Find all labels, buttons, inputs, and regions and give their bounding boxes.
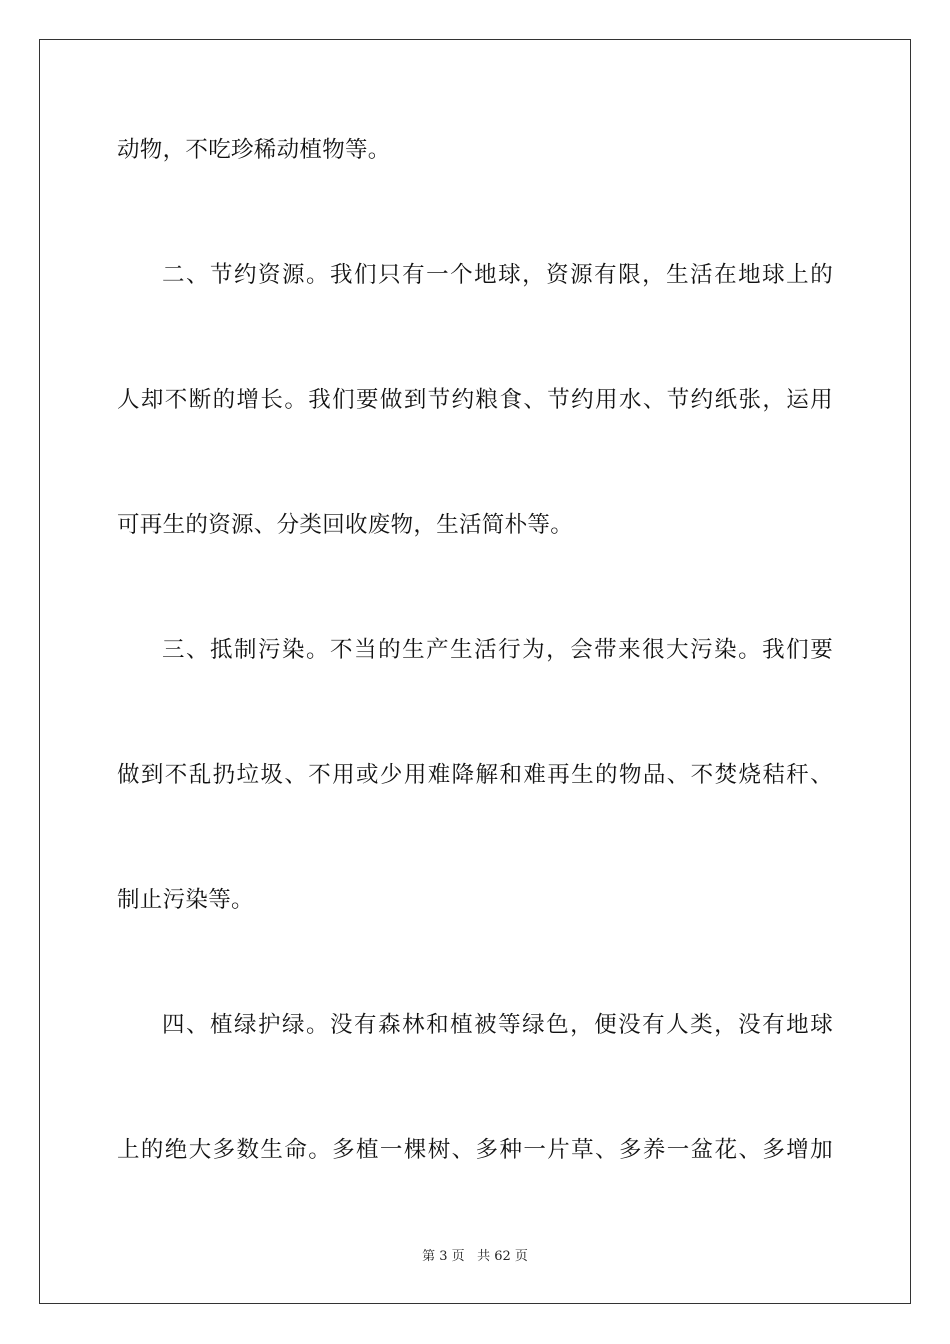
paragraph-line: 二、节约资源。我们只有一个地球，资源有限，生活在地球上的 — [162, 262, 833, 288]
paragraph-line: 上的绝大多数生命。多植一棵树、多种一片草、多养一盆花、多增加 — [117, 1137, 833, 1163]
paragraph-line: 四、植绿护绿。没有森林和植被等绿色，便没有人类，没有地球 — [162, 1012, 833, 1038]
paragraph-line: 动物，不吃珍稀动植物等。 — [117, 137, 391, 163]
page-total: 共 62 页 — [477, 1249, 528, 1264]
paragraph-line: 可再生的资源、分类回收废物，生活简朴等。 — [117, 512, 574, 538]
paragraph-line: 人却不断的增长。我们要做到节约粮食、节约用水、节约纸张，运用 — [117, 387, 833, 413]
paragraph-line: 制止污染等。 — [117, 887, 254, 913]
page-number: 第 3 页 — [422, 1249, 465, 1264]
page-border — [39, 39, 911, 1304]
paragraph-line: 做到不乱扔垃圾、不用或少用难降解和难再生的物品、不焚烧秸秆、 — [117, 762, 833, 788]
paragraph-line: 三、抵制污染。不当的生产生活行为，会带来很大污染。我们要 — [162, 637, 833, 663]
page-footer — [0, 1249, 950, 1265]
